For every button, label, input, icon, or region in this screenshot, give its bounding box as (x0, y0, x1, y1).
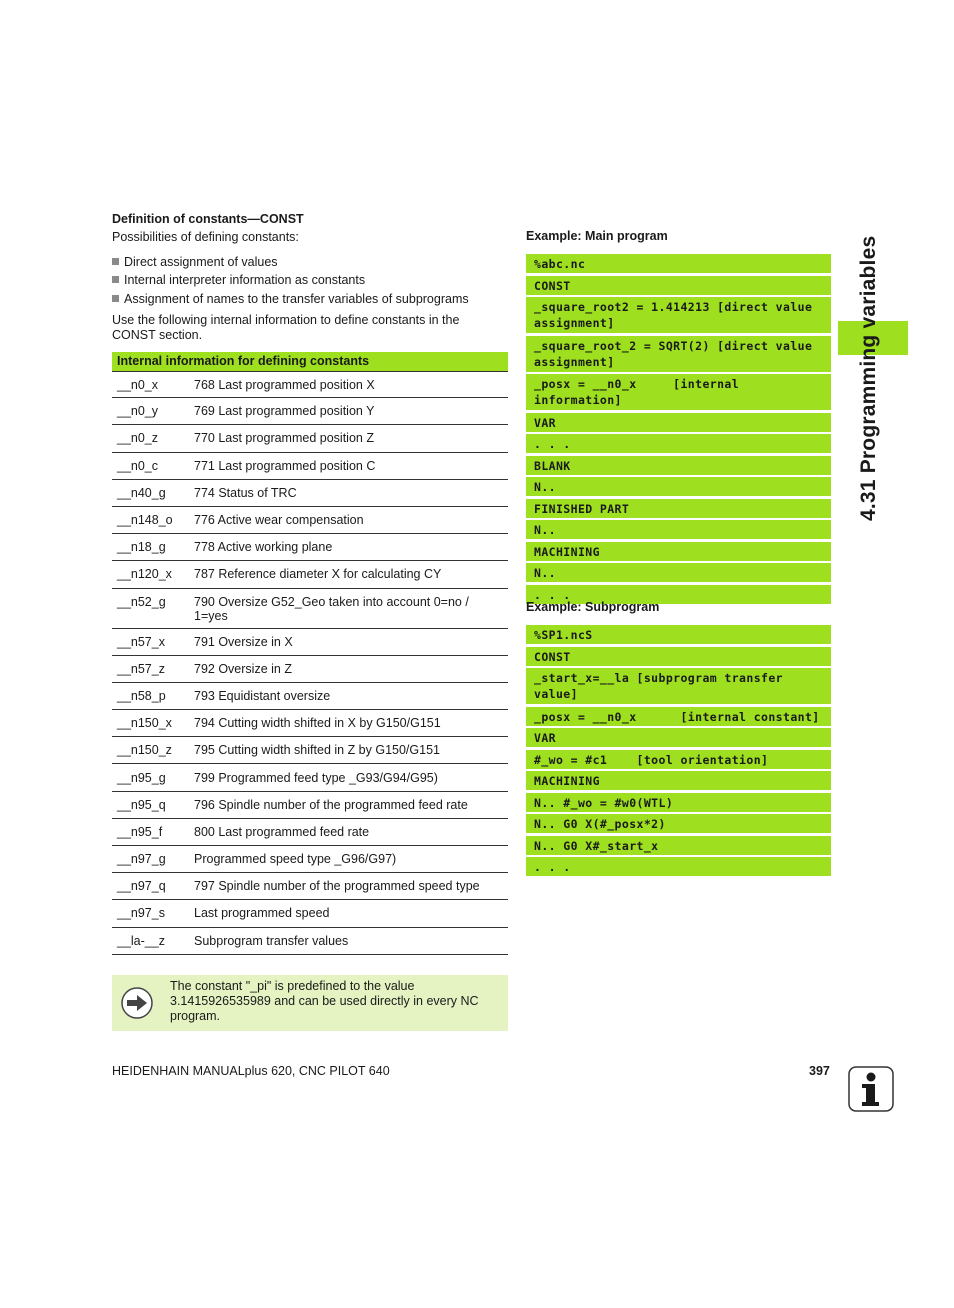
bullet-item: Internal interpreter information as constants (112, 272, 469, 291)
constant-description: 774 Status of TRC (194, 485, 297, 500)
constant-description: Programmed speed type _G96/G97) (194, 852, 397, 867)
constant-description: 796 Spindle number of the programmed feed rate (194, 797, 468, 812)
code-line: MACHINING (526, 771, 831, 790)
constant-name: __n18_g (117, 540, 166, 555)
bullet-square-icon (112, 295, 119, 302)
constant-description: Last programmed speed (194, 906, 330, 921)
bullet-list (112, 253, 469, 309)
internal-info-table (112, 352, 508, 955)
constant-name: __n97_g (117, 852, 166, 867)
constant-name: __n57_z (117, 661, 165, 676)
table-row (112, 737, 508, 764)
table-row (112, 792, 508, 819)
code-line: MACHINING (526, 542, 831, 561)
arrow-right-icon (121, 987, 153, 1019)
table-row (112, 589, 508, 629)
code-line: N.. (526, 477, 831, 496)
table-row (112, 846, 508, 873)
example-sub-label: Example: Subprogram (526, 600, 660, 614)
note-text: The constant "_pi" is predefined to the value 3.1415926535989 and can be used directly in every NC program. (170, 979, 479, 1023)
table-row (112, 561, 508, 588)
constant-name: __n95_g (117, 770, 166, 785)
table-row (112, 507, 508, 534)
constant-description: 793 Equidistant oversize (194, 688, 331, 703)
example-main-label: Example: Main program (526, 229, 668, 243)
table-row (112, 534, 508, 561)
code-line: _square_root2 = 1.414213 [direct value assignment] (526, 297, 831, 333)
constant-description: 771 Last programmed position C (194, 458, 376, 473)
constant-description: 787 Reference diameter X for calculating CY (194, 567, 442, 582)
table-header: Internal information for defining constants (112, 352, 508, 371)
info-icon (848, 1066, 894, 1112)
constant-name: __la-__z (117, 933, 165, 948)
constant-description: 791 Oversize in X (194, 634, 293, 649)
constant-name: __n0_z (117, 431, 159, 446)
bullet-square-icon (112, 258, 119, 265)
constant-description: 778 Active working plane (194, 540, 333, 555)
code-line: %abc.nc (526, 254, 831, 273)
section-title: Definition of constants—CONST (112, 212, 304, 226)
constant-description: 795 Cutting width shifted in Z by G150/G151 (194, 743, 440, 758)
constant-name: __n97_s (117, 906, 165, 921)
code-line: _posx = __n0_x [internal information] (526, 374, 831, 410)
code-line: CONST (526, 276, 831, 295)
bullet-item: Direct assignment of values (112, 253, 469, 272)
code-line: %SP1.ncS (526, 625, 831, 644)
constant-description: 790 Oversize G52_Geo taken into account 0=no / 1=yes (194, 594, 469, 623)
constant-name: __n0_y (117, 404, 159, 419)
table-row (112, 480, 508, 507)
constant-description: 794 Cutting width shifted in X by G150/G151 (194, 716, 441, 731)
constant-description: Subprogram transfer values (194, 933, 349, 948)
constant-name: __n0_c (117, 458, 159, 473)
code-line: _start_x=__la [subprogram transfer value] (526, 668, 831, 704)
code-line: BLANK (526, 456, 831, 475)
constant-name: __n57_x (117, 634, 165, 649)
constant-name: __n58_p (117, 688, 166, 703)
constant-name: __n95_q (117, 797, 166, 812)
usage-paragraph: Use the following internal information to define constants in the CONST section. (112, 313, 460, 342)
example-main-code (526, 254, 831, 606)
constant-description: 770 Last programmed position Z (194, 431, 374, 446)
table-row (112, 873, 508, 900)
example-sub-code (526, 625, 831, 879)
code-line: _posx = __n0_x [internal constant] (526, 707, 831, 726)
note-box (112, 975, 508, 1031)
code-line: VAR (526, 413, 831, 432)
constant-description: 797 Spindle number of the programmed speed type (194, 879, 480, 894)
code-line: VAR (526, 728, 831, 747)
constant-name: __n52_g (117, 594, 166, 609)
table-row (112, 819, 508, 846)
code-line: N.. G0 X(#_posx*2) (526, 814, 831, 833)
page-number: 397 (809, 1064, 830, 1078)
constant-description: 792 Oversize in Z (194, 661, 292, 676)
table-row (112, 425, 508, 452)
constant-description: 768 Last programmed position X (194, 377, 375, 392)
table-row (112, 629, 508, 656)
code-line: _square_root_2 = SQRT(2) [direct value assignment] (526, 336, 831, 372)
table-row (112, 453, 508, 480)
code-line: CONST (526, 647, 831, 666)
table-row (112, 710, 508, 737)
code-line: . . . (526, 585, 831, 604)
code-line: . . . (526, 857, 831, 876)
table-row (112, 928, 508, 955)
constant-name: __n95_f (117, 824, 163, 839)
bullet-item: Assignment of names to the transfer variables of subprograms (112, 290, 469, 309)
code-line: . . . (526, 434, 831, 453)
footer-text: HEIDENHAIN MANUALplus 620, CNC PILOT 640 (112, 1064, 390, 1078)
constant-name: __n148_o (117, 513, 173, 528)
constant-name: __n150_x (117, 716, 172, 731)
chapter-title: 4.31 Programming variables (857, 235, 880, 521)
table-row (112, 683, 508, 710)
constant-name: __n40_g (117, 485, 166, 500)
code-line: #_wo = #c1 [tool orientation] (526, 750, 831, 769)
table-row (112, 656, 508, 683)
constant-name: __n97_q (117, 879, 166, 894)
code-line: N.. (526, 563, 831, 582)
constant-description: 769 Last programmed position Y (194, 404, 375, 419)
constant-description: 776 Active wear compensation (194, 513, 364, 528)
constant-name: __n150_z (117, 743, 172, 758)
table-row (112, 371, 508, 398)
bullet-square-icon (112, 276, 119, 283)
constant-description: 799 Programmed feed type _G93/G94/G95) (194, 770, 438, 785)
code-line: N.. #_wo = #w0(WTL) (526, 793, 831, 812)
code-line: N.. G0 X#_start_x (526, 836, 831, 855)
code-line: N.. (526, 520, 831, 539)
table-row (112, 900, 508, 927)
constant-description: 800 Last programmed feed rate (194, 824, 370, 839)
constant-name: __n0_x (117, 377, 159, 392)
table-row (112, 764, 508, 791)
table-body (112, 371, 508, 955)
code-line: FINISHED PART (526, 499, 831, 518)
constant-name: __n120_x (117, 567, 172, 582)
intro-text: Possibilities of defining constants: (112, 230, 299, 244)
table-row (112, 398, 508, 425)
